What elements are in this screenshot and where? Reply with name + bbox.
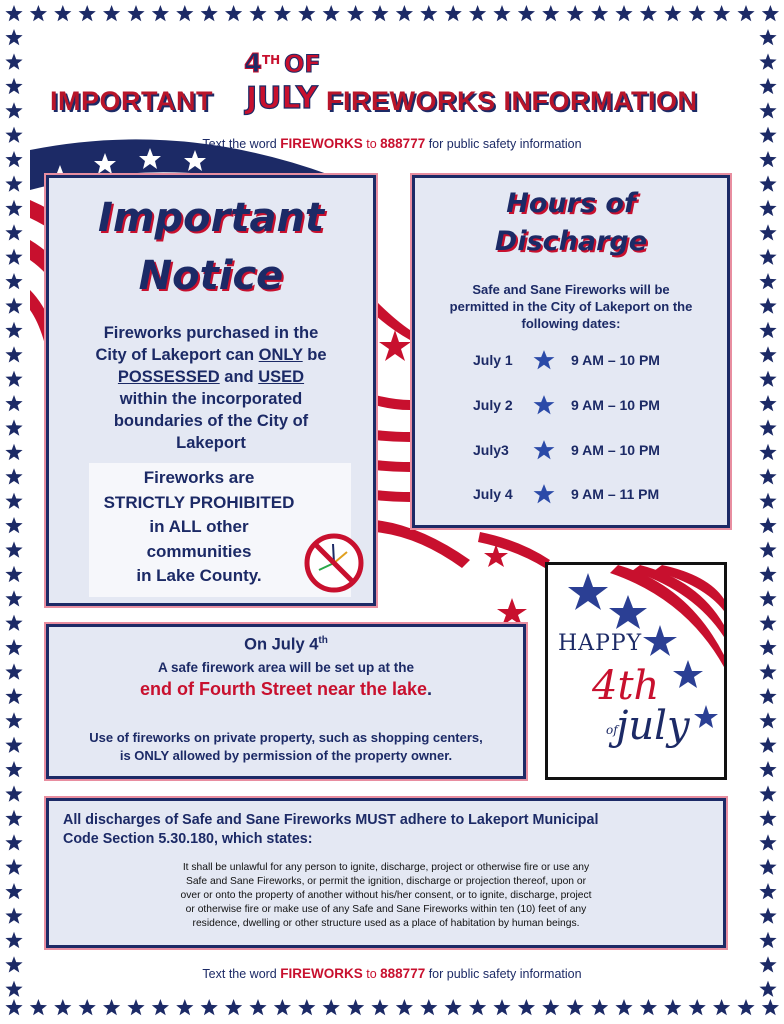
july4-use-text: Use of fireworks on private property, such as shopping centers, is ONLY allowed by permission of the property owner. xyxy=(89,730,483,763)
top-text-line xyxy=(0,136,784,151)
card-fourth: 4th xyxy=(592,663,660,709)
card-happy: HAPPY xyxy=(558,631,643,656)
hours-intro: Safe and Sane Fireworks will be permitted in the City of Lakeport on the following dates: xyxy=(449,282,693,331)
schedule-time: 9 AM – 11 PM xyxy=(571,486,660,502)
footer-keyword: FIREWORKS xyxy=(280,966,363,981)
top-line-keyword: FIREWORKS xyxy=(280,136,363,151)
title-right: FIREWORKS INFORMATION xyxy=(326,86,698,116)
schedule-time: 9 AM – 10 PM xyxy=(571,442,660,458)
svg-text:4: 4 xyxy=(244,49,263,79)
fourth-of-july-logo xyxy=(236,42,332,122)
july4-line1: A safe firework area will be set up at the xyxy=(157,660,415,675)
footer-mid: to xyxy=(366,967,377,981)
footer-text-line xyxy=(0,966,784,981)
no-fireworks-icon xyxy=(303,532,365,594)
star-icon xyxy=(533,349,555,371)
july4-location: end of Fourth Street near the lake. xyxy=(139,679,433,699)
footer-prefix: Text the word xyxy=(202,967,277,981)
star-icon xyxy=(533,439,555,461)
july-4th-panel xyxy=(46,624,526,779)
schedule-date: July3 xyxy=(473,442,509,458)
important-notice-panel xyxy=(46,175,376,606)
svg-text:JULY: JULY xyxy=(246,81,318,116)
schedule-date: July 1 xyxy=(473,352,513,368)
notice-heading-2: Notice xyxy=(138,253,284,299)
code-heading: All discharges of Safe and Sane Fireworks MUST adhere to Lakeport Municipal Code Section 5.30.180, which states: xyxy=(63,812,599,847)
top-line-number: 888777 xyxy=(380,136,426,151)
schedule-date: July 2 xyxy=(473,397,513,413)
hours-heading-2: Discharge xyxy=(494,226,648,257)
svg-text:TH: TH xyxy=(262,53,281,67)
hours-heading-1: Hours of xyxy=(506,188,636,219)
card-july: july xyxy=(616,703,690,749)
july4-heading: On July 4th xyxy=(244,635,328,654)
notice-paragraph: Fireworks purchased in the City of Lakeport can ONLY be POSSESSED and USED within the incorporated boundaries of the City of Lakeport xyxy=(95,324,327,452)
star-icon xyxy=(533,483,555,505)
top-line-suffix: for public safety information xyxy=(428,137,582,151)
top-line-mid: to xyxy=(366,137,377,151)
footer-number: 888777 xyxy=(380,966,426,981)
schedule-time: 9 AM – 10 PM xyxy=(571,352,660,368)
top-line-prefix: Text the word xyxy=(202,137,277,151)
star-icon xyxy=(533,394,555,416)
title-left: IMPORTANT xyxy=(50,86,213,116)
svg-text:OF: OF xyxy=(284,50,321,78)
code-body: It shall be unlawful for any person to ignite, discharge, project or otherwise fire or use any Safe and Sane Fireworks, or permit the ignition, discharge or projection thereof, upon or over or onto the property of another without his/her consent, or to ignite, discharge, project or otherwise fire or make use of any Safe and Sane Fireworks within ten (10) feet of any residence, dwelling or other structure used as a place of habitation by human beings. xyxy=(180,862,592,929)
schedule-time: 9 AM – 10 PM xyxy=(571,397,660,413)
happy-4th-card xyxy=(545,562,727,780)
notice-heading-1: Important xyxy=(97,195,325,241)
hours-panel xyxy=(412,175,730,528)
title-banner xyxy=(50,49,730,128)
schedule-date: July 4 xyxy=(473,486,513,502)
prohibited-text: Fireworks are STRICTLY PROHIBITED in ALL other communities in Lake County. xyxy=(103,468,295,585)
card-of: of xyxy=(606,723,618,737)
municipal-code-panel xyxy=(46,798,726,948)
footer-suffix: for public safety information xyxy=(428,967,582,981)
